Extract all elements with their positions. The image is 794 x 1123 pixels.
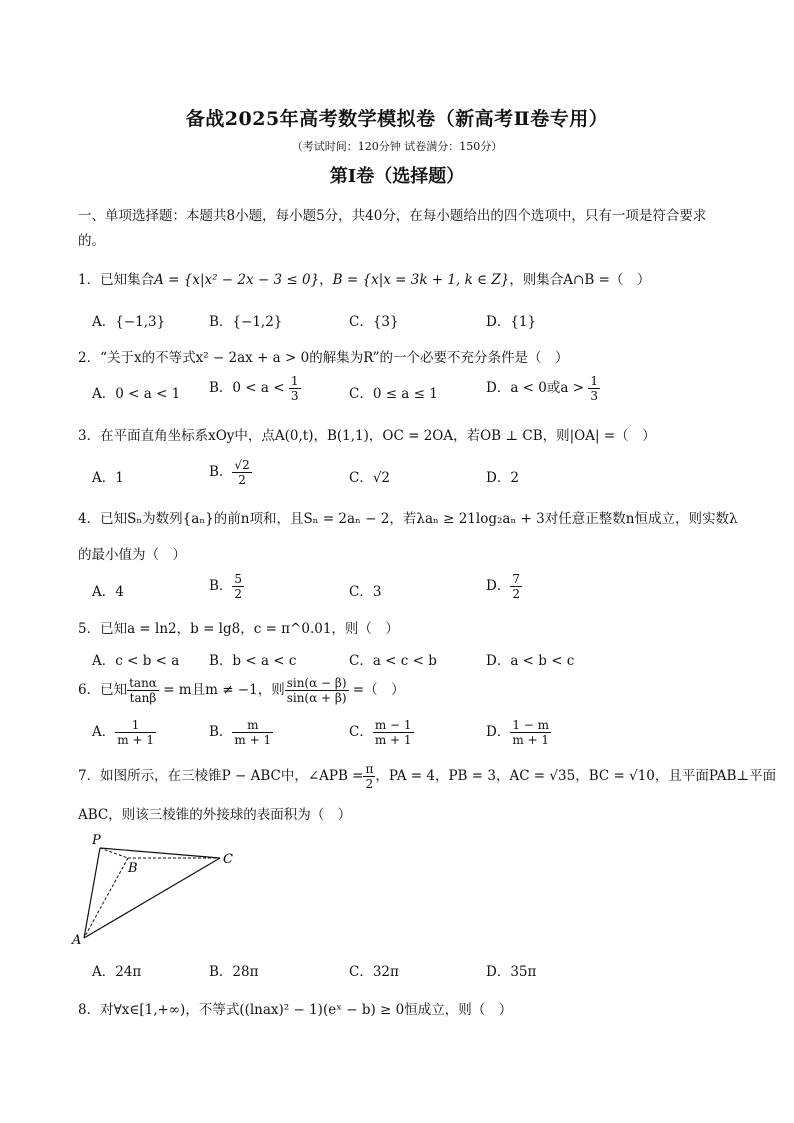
q6-c-den: m + 1: [374, 733, 412, 747]
q6-frac1-den: tanβ: [129, 691, 157, 705]
q6-d-den: m + 1: [512, 733, 550, 747]
q4-option-c[interactable]: C．3: [349, 584, 382, 600]
q4-option-b-text: B．: [209, 578, 233, 594]
q7-angle-den: 2: [365, 777, 374, 791]
volume-heading: 第Ⅰ卷（选择题）: [329, 166, 465, 187]
q2-d-frac-num: 1: [590, 374, 598, 388]
q1-set-a: A = {x|x² − 2x − 3 ≤ 0}: [154, 272, 320, 288]
q6-option-c[interactable]: [349, 718, 414, 747]
q4-option-b[interactable]: [209, 572, 244, 601]
q2-b-frac-num: 1: [290, 374, 299, 388]
q7-angle-num: π: [365, 762, 374, 776]
q6-d-label: D．: [486, 724, 511, 740]
q6-b-label: B．: [209, 724, 233, 740]
q6-condition: = m且m ≠ −1，则: [158, 682, 285, 698]
section-instructions: 一、单项选择题：本题共8小题，每小题5分，共40分，在每小题给出的四个选项中，只有一项是符合要求的。: [78, 208, 707, 249]
q4-b-frac-den: 2: [234, 587, 243, 601]
q3-option-d[interactable]: D．2: [486, 470, 519, 486]
edge-ac: [84, 858, 220, 938]
q6-a-den: m + 1: [117, 733, 154, 747]
q5-option-c[interactable]: C．a < c < b: [349, 653, 437, 669]
question-4-cont: 的最小值为（ ）: [78, 547, 186, 563]
q2-option-d[interactable]: [486, 374, 600, 403]
q4-b-frac-num: 5: [234, 572, 243, 586]
q5-option-b[interactable]: B．b < a < c: [209, 653, 297, 669]
q6-option-b[interactable]: [209, 718, 273, 747]
q7-option-c[interactable]: C．32π: [349, 964, 399, 980]
q4-option-d-text: D．: [486, 578, 511, 594]
vertex-a-label: A: [72, 933, 82, 948]
q1-question: ，则集合A∩B =（ ）: [509, 272, 651, 288]
q2-option-b[interactable]: [209, 374, 301, 403]
edge-pa: [84, 848, 100, 938]
q1-stem: 1．已知集合: [78, 272, 155, 288]
tetrahedron-figure: [70, 828, 250, 950]
q7-stem-cont: ，PA = 4，PB = 3，AC = √35，BC = √10，且平面PAB⊥平面: [375, 768, 777, 784]
question-7-cont: ABC，则该三棱锥的外接球的表面积为（ ）: [78, 807, 352, 823]
vertex-p-label: P: [92, 833, 101, 848]
exam-title: 备战2025年高考数学模拟卷（新高考Ⅱ卷专用）: [185, 108, 609, 130]
q3-b-frac-num: √2: [234, 458, 250, 472]
question-7: [78, 762, 776, 791]
q2-b-frac-den: 3: [290, 389, 299, 403]
q6-d-num: 1 − m: [512, 718, 550, 732]
q6-frac2-num: sin(α − β): [286, 676, 347, 690]
q3-option-b-text: B．: [209, 464, 233, 480]
q4-d-frac-den: 2: [512, 587, 520, 601]
question-6: [78, 676, 405, 705]
q2-option-b-text: B．0 < a <: [209, 380, 289, 396]
question-3: 3．在平面直角坐标系xOy中，点A(0,t)，B(1,1)，OC = 2OA，若OB ⊥ CB，则|OA| =（ ）: [78, 428, 656, 444]
q6-question: =（ ）: [348, 682, 405, 698]
q1-set-b: B = {x|x = 3k + 1, k ∈ Z}: [332, 272, 510, 288]
q6-c-num: m − 1: [374, 718, 412, 732]
q2-option-c[interactable]: C．0 ≤ a ≤ 1: [349, 386, 438, 402]
question-8: 8．对∀x∈[1,+∞)，不等式((lnax)² − 1)(eˣ − b) ≥ 0恒成立，则（ ）: [78, 1002, 513, 1018]
q6-stem: 6．已知: [78, 682, 128, 698]
q5-option-d[interactable]: D．a < b < c: [486, 653, 575, 669]
q5-option-a[interactable]: A．c < b < a: [92, 653, 180, 669]
question-1: [78, 268, 650, 288]
q7-option-a[interactable]: A．24π: [92, 964, 142, 980]
q4-option-d[interactable]: [486, 572, 522, 601]
vertex-c-label: C: [223, 852, 233, 867]
q6-a-label: A．: [92, 724, 116, 740]
q6-b-num: m: [232, 718, 273, 733]
q6-option-d[interactable]: [486, 718, 551, 747]
edge-pc: [100, 848, 220, 858]
q3-option-b[interactable]: [209, 458, 252, 487]
q6-a-num: 1: [115, 718, 156, 733]
q3-option-c[interactable]: C．√2: [349, 470, 391, 486]
q2-option-a[interactable]: A．0 < a < 1: [92, 386, 181, 402]
q1-option-c[interactable]: C．{3}: [349, 314, 399, 330]
q7-option-d[interactable]: D．35π: [486, 964, 537, 980]
q1-option-d[interactable]: D．{1}: [486, 314, 537, 330]
q1-option-b[interactable]: B．{−1,2}: [209, 314, 283, 330]
q4-option-a[interactable]: A．4: [92, 584, 124, 600]
q1-separator: ，: [319, 272, 333, 288]
q6-b-den: m + 1: [234, 733, 272, 747]
q2-d-frac-den: 3: [590, 389, 598, 403]
q3-option-a[interactable]: A．1: [92, 470, 124, 486]
exam-info: （考试时间：120分钟 试卷满分：150分）: [291, 140, 503, 153]
q6-option-a[interactable]: [92, 718, 156, 747]
question-4: 4．已知Sₙ为数列{aₙ}的前n项和，且Sₙ = 2aₙ − 2，若λaₙ ≥ 21log₂aₙ + 3对任意正整数n恒成立，则实数λ: [78, 511, 738, 527]
q3-b-frac-den: 2: [238, 473, 246, 487]
q6-frac1-num: tanα: [129, 676, 157, 690]
q4-d-frac-num: 7: [512, 572, 520, 586]
q6-frac2-den: sin(α + β): [286, 691, 347, 705]
vertex-b-label: B: [128, 861, 138, 876]
q1-option-a[interactable]: A．{−1,3}: [92, 314, 166, 330]
q7-option-b[interactable]: B．28π: [209, 964, 259, 980]
q2-option-d-text: D．a < 0或a >: [486, 380, 589, 396]
q6-c-label: C．: [349, 724, 373, 740]
question-5: 5．已知a = ln2，b = lg8，c = π^0.01，则（ ）: [78, 621, 399, 637]
question-2: 2．“关于x的不等式x² − 2ax + a > 0的解集为R”的一个必要不充分条件是（ ）: [78, 350, 569, 366]
q7-stem: 7．如图所示，在三棱锥P − ABC中，∠APB =: [78, 768, 364, 784]
